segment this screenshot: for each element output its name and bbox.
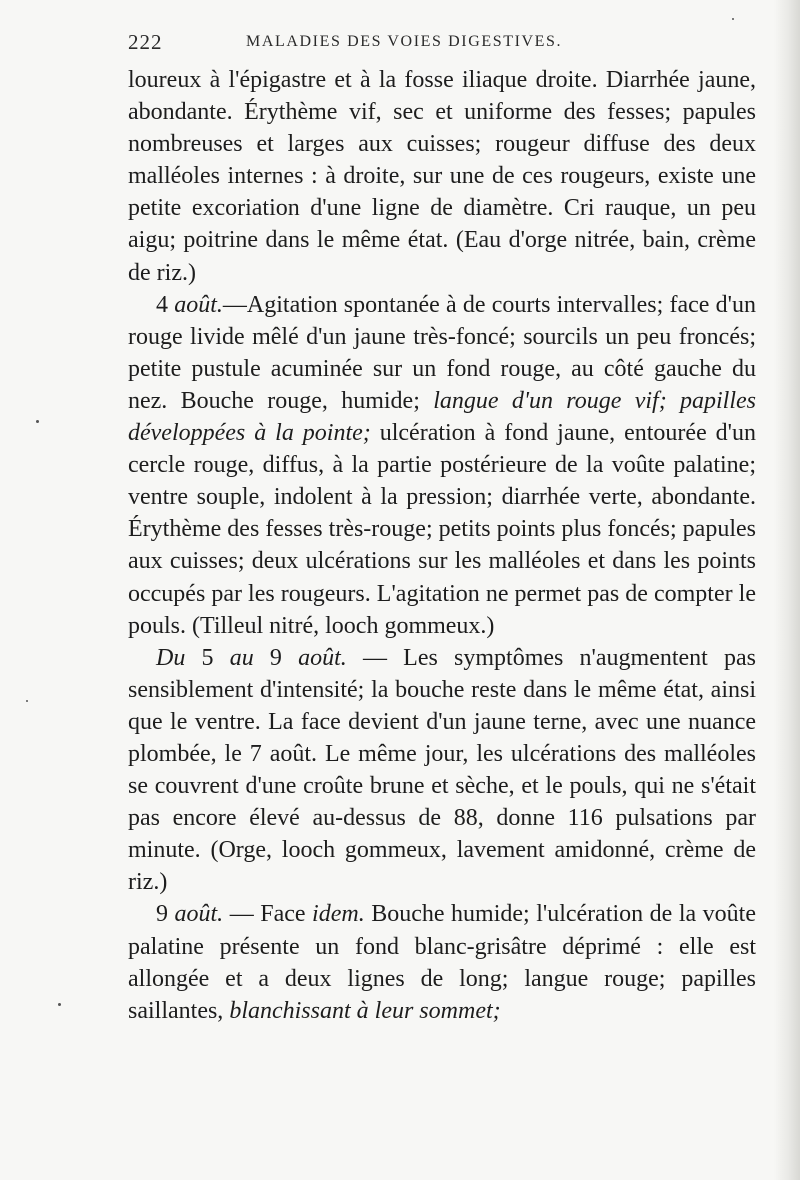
- text-run: Bouche humide; l'ulcération de la voûte palatine présente un fond blanc-grisâtre déprimé : elle est allongée et a deux lignes de long; langue rouge; papilles saillantes,: [128, 901, 756, 1024]
- text-run: —Agitation spontanée à de courts intervalles; face d'un rouge livide mêlé d'un jaune très-foncé; sourcils un peu froncés; petite pustule acuminée sur un fond rouge, au côté gauche du nez. Bouche rouge, humide;: [128, 291, 756, 414]
- text-run: 9: [156, 901, 175, 928]
- text-run: 9: [253, 644, 299, 671]
- italic-text: langue d'un rouge vif; papilles développées à la pointe;: [128, 387, 757, 447]
- text-run: ulcération à fond jaune, entourée d'un cercle rouge, diffus, à la partie postérieure de la voûte palatine; ventre souple, indolent à la pression; diarrhée verte, abondante. Érythème des fesses très-rouge; petits points plus foncés; papules aux cuisses; deux ulcérations sur les malléoles et dans les points occupés par les rougeurs. L'agitation ne permet pas de compter le pouls. (Tilleul nitré, looch gommeux.): [128, 420, 757, 639]
- paragraph: [128, 289, 756, 642]
- running-head: [128, 30, 758, 56]
- print-speck: [26, 700, 28, 702]
- italic-text: blanchissant à leur sommet;: [229, 997, 501, 1024]
- paragraph: [128, 898, 756, 1026]
- paragraph: [128, 642, 756, 899]
- print-speck: [58, 1003, 61, 1006]
- paragraph: [128, 64, 756, 289]
- text-run: — Face: [223, 901, 313, 928]
- italic-text: au: [229, 644, 254, 671]
- page-edge-shadow: [774, 0, 800, 1180]
- italic-text: idem.: [312, 901, 365, 928]
- print-speck: [732, 18, 734, 20]
- body-text: [128, 64, 756, 1027]
- print-speck: [36, 420, 39, 423]
- page-number: 222: [128, 30, 163, 54]
- text-run: — Les symptômes n'augmentent pas sensiblement d'intensité; la bouche reste dans le même état, ainsi que le ventre. La face devient d'un jaune terne, avec une nuance plombée, le 7 août. Le même jour, les ulcérations des malléoles se couvrent d'une croûte brune et sèche, et le pouls, qui ne s'était pas encore élevé au-dessus de 88, donne 116 pulsations par minute. (Orge, looch gommeux, lavement amidonné, crème de riz.): [128, 644, 757, 896]
- italic-text: août.: [298, 644, 347, 671]
- text-run: 4: [156, 291, 175, 318]
- italic-text: août.: [174, 291, 223, 318]
- italic-text: Du: [156, 644, 186, 671]
- italic-text: août.: [174, 901, 224, 928]
- text-run: 5: [185, 644, 230, 671]
- text-run: loureux à l'épigastre et à la fosse iliaque droite. Diarrhée jaune, abondante. Érythème vif, sec et uniforme des fesses; papules nombreuses et larges aux cuisses; rougeur diffuse des deux malléoles internes : à droite, sur une de ces rougeurs, existe une petite excoriation d'une ligne de diamètre. Cri rauque, un peu aigu; poitrine dans le même état. (Eau d'orge nitrée, bain, crème de riz.): [128, 67, 756, 286]
- running-title: MALADIES DES VOIES DIGESTIVES.: [246, 33, 563, 50]
